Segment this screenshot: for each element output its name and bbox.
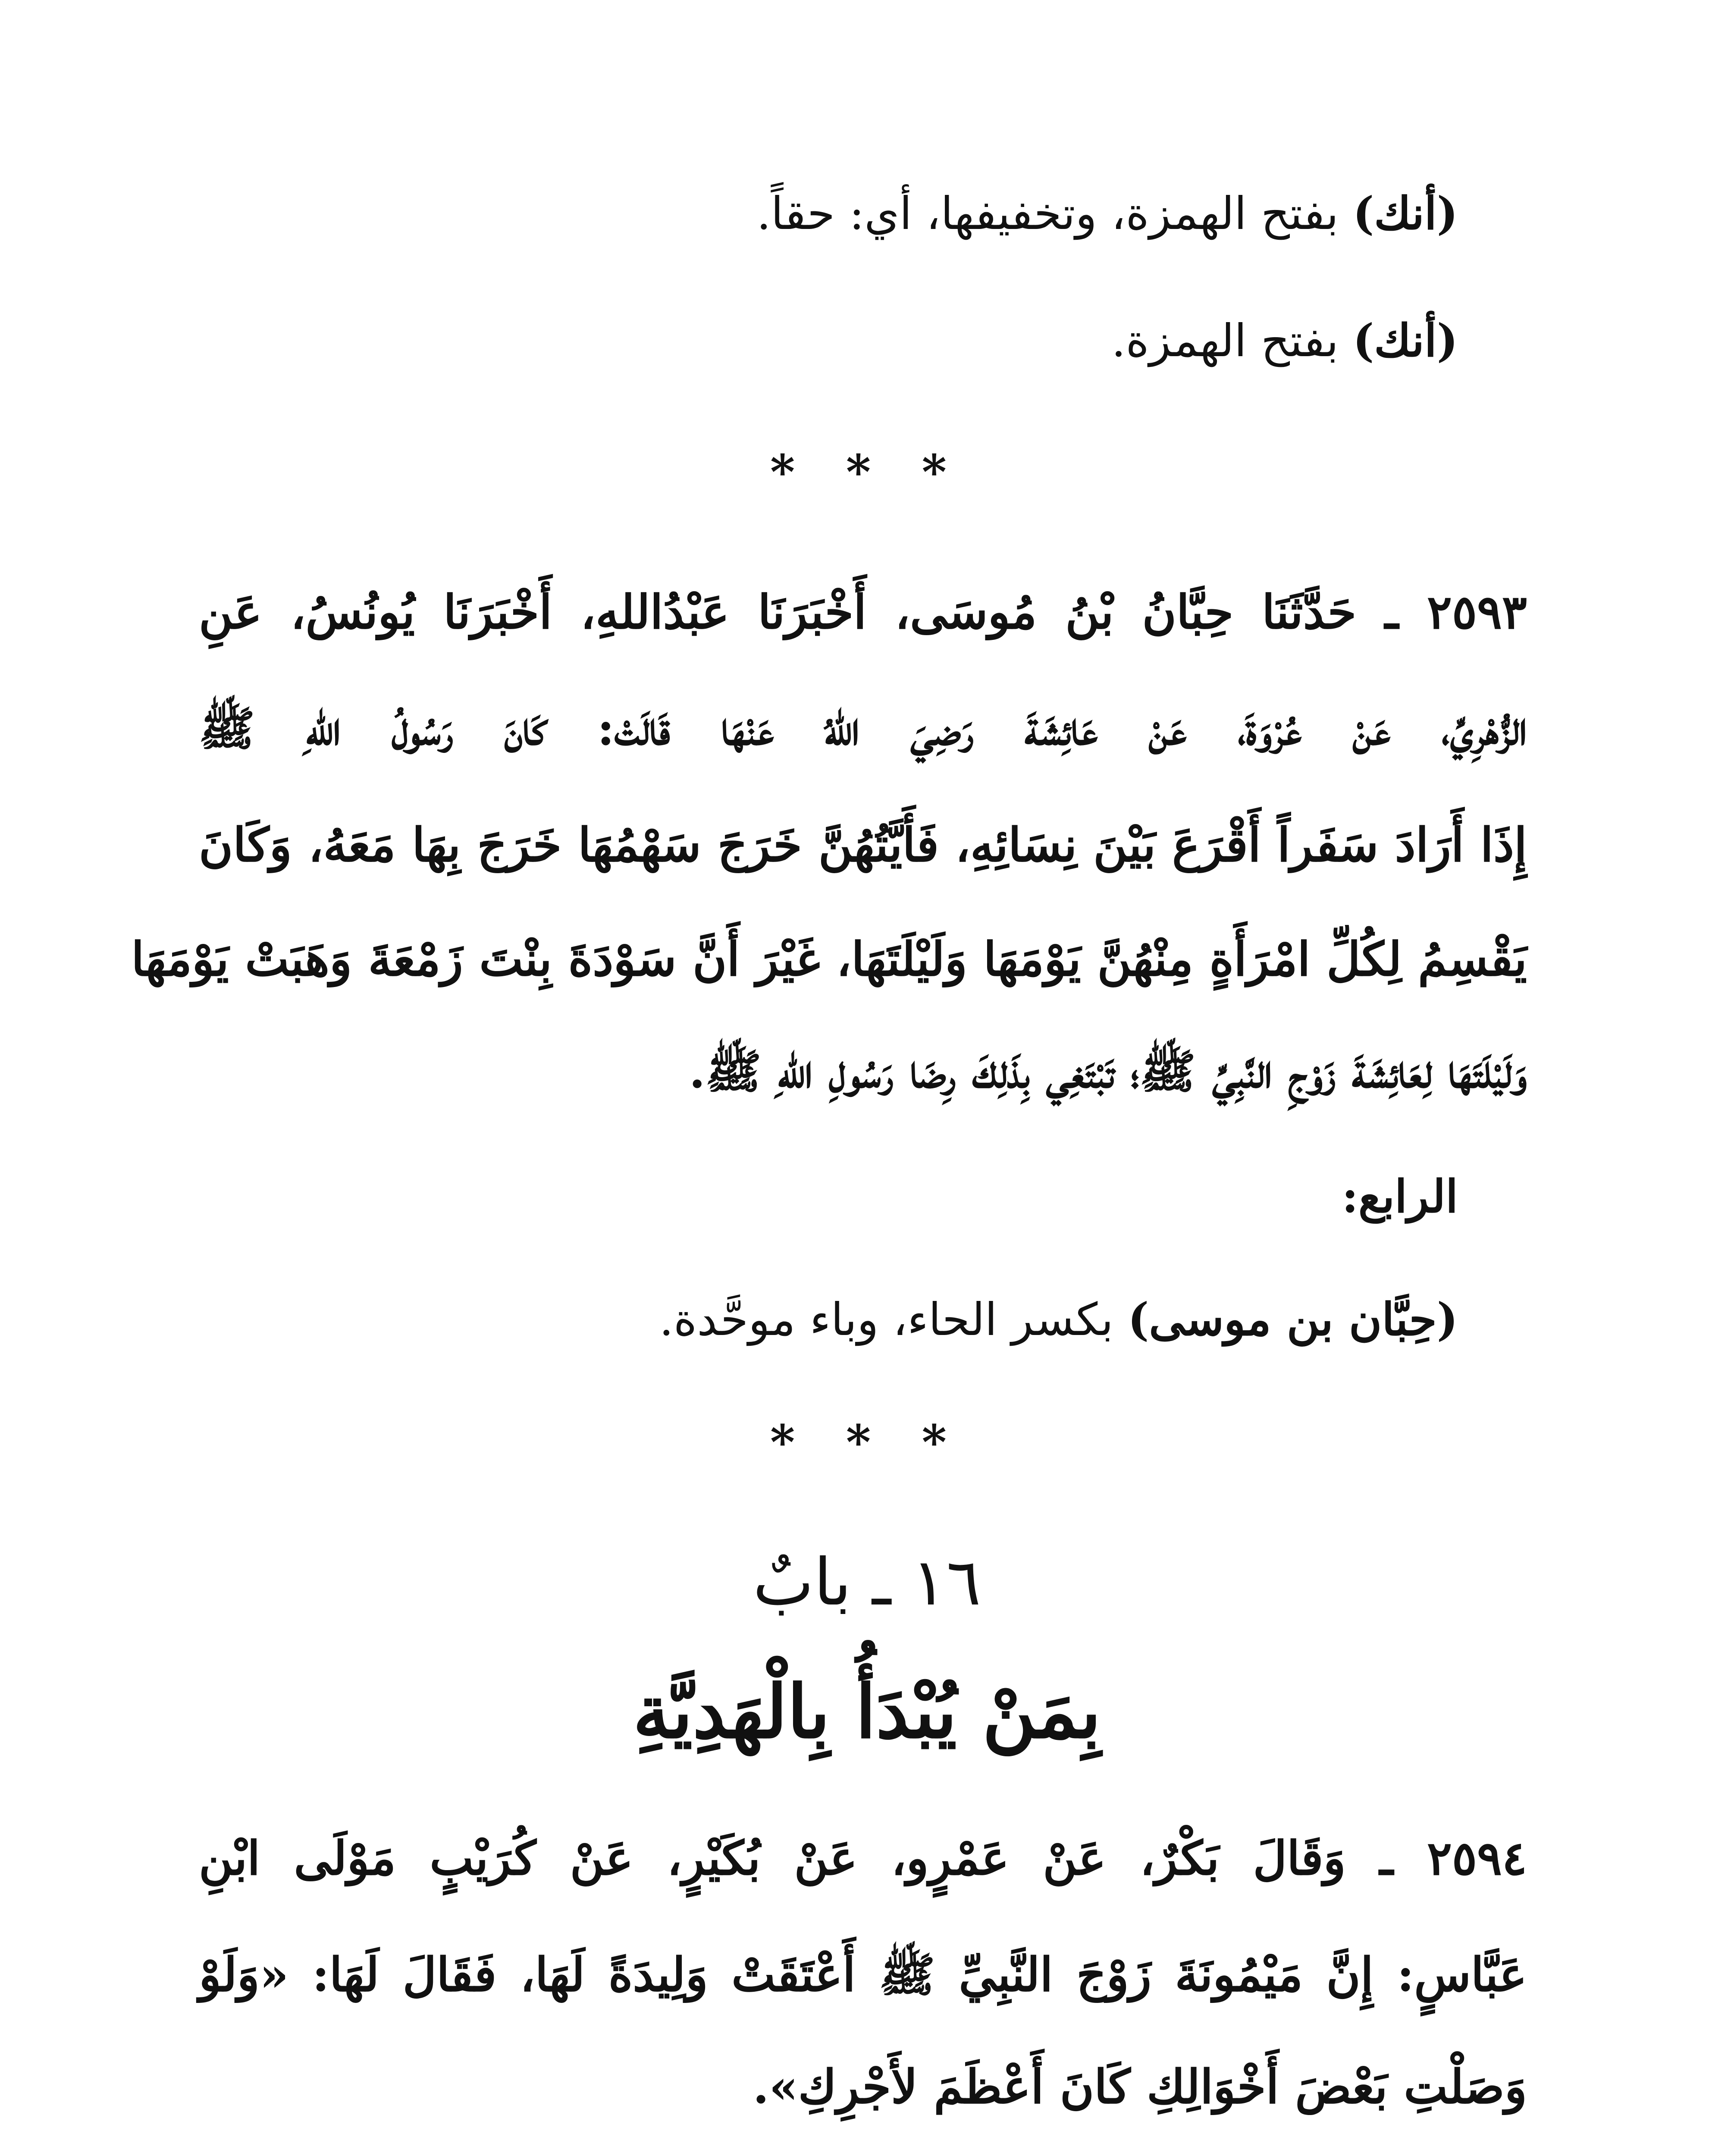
hadith-line: عَبَّاسٍ: إِنَّ مَيْمُونَةَ زَوْجَ النَّبِيِّ ﷺ أَعْتَقَتْ وَلِيدَةً لَهَا، فَقَالَ لَهَا: «وَلَوْ	[199, 1948, 1527, 2002]
gloss-hibban	[164, 1287, 1458, 1352]
hadith-line: إِذَا أَرَادَ سَفَراً أَقْرَعَ بَيْنَ نِسَائِهِ، فَأَيَّتُهُنَّ خَرَجَ سَهْمُهَا خَرَجَ بِهَا مَعَهُ، وَكَانَ	[199, 818, 1527, 872]
gloss-term: (أنك)	[1353, 187, 1458, 240]
commentary-label: الرابع:	[1342, 1170, 1458, 1223]
gloss-text: بكسر الحاء، وباء موحَّدة.	[659, 1293, 1128, 1346]
hadith-line: الزُّهْرِيِّ، عَنْ عُرْوَةَ، عَنْ عَائِشَةَ رَضِيَ اللهُ عَنْهَا قَالَتْ: كَانَ رَسُولُ اللهِ ﷺ	[199, 702, 1527, 756]
gloss-text: بفتح الهمزة.	[1111, 314, 1353, 367]
hadith-line: وَصَلْتِ بَعْضَ أَخْوَالِكِ كَانَ أَعْظَمَ لأَجْرِكِ».	[753, 2060, 1527, 2114]
hadith-line: يَقْسِمُ لِكُلِّ امْرَأَةٍ مِنْهُنَّ يَوْمَهَا وَلَيْلَتَهَا، غَيْرَ أَنَّ سَوْدَةَ بِنْتَ زَمْعَةَ وَهَبَتْ يَوْمَهَا	[131, 932, 1527, 987]
chapter-number: ١٦ ـ بابٌ	[753, 1545, 981, 1620]
chapter-title: بِمَنْ يُبْدَأُ بِالْهَدِيَّةِ	[633, 1669, 1101, 1755]
hadith-line: ٢٥٩٣ ـ حَدَّثَنَا حِبَّانُ بْنُ مُوسَى، أَخْبَرَنَا عَبْدُاللهِ، أَخْبَرَنَا يُونُسُ، عَنِ	[199, 585, 1527, 639]
hadith-line: وَلَيْلَتَهَا لِعَائِشَةَ زَوْجِ النَّبِيِّ ﷺ؛ تَبْتَغِي بِذَلِكَ رِضَا رَسُولِ اللهِ ﷺ.	[689, 1044, 1527, 1099]
gloss-anka-1	[164, 181, 1458, 246]
section-separator: * * *	[770, 444, 964, 500]
gloss-term: (أنك)	[1353, 314, 1458, 367]
section-separator: * * *	[770, 1414, 964, 1470]
gloss-anka-2	[164, 308, 1458, 373]
hadith-line: ٢٥٩٤ ـ وَقَالَ بَكْرٌ، عَنْ عَمْرٍو، عَنْ بُكَيْرٍ، عَنْ كُرَيْبٍ مَوْلَى ابْنِ	[199, 1831, 1527, 1886]
gloss-text: بفتح الهمزة، وتخفيفها، أي: حقاً.	[756, 187, 1353, 240]
gloss-term: (حِبَّان بن موسى)	[1128, 1293, 1458, 1346]
